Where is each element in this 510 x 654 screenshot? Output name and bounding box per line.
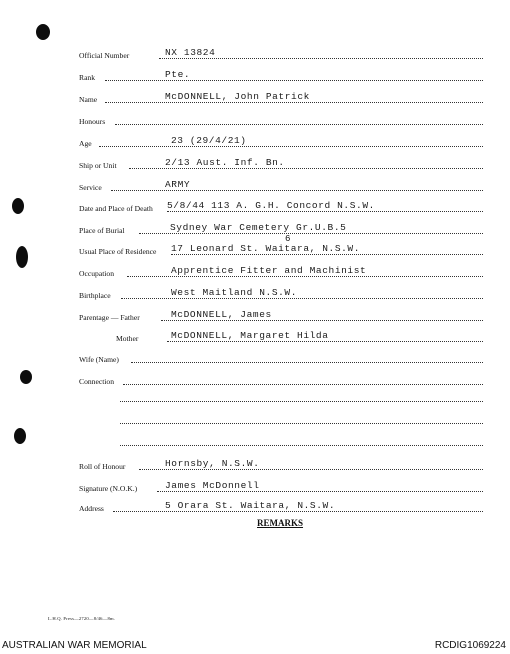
service-value: ARMY [165,179,191,190]
punch-hole [36,24,50,40]
birthplace-row [79,286,483,300]
occupation-label: Occupation [79,269,115,278]
residence-label: Usual Place of Residence [79,247,157,256]
connection-line [120,423,483,424]
ship-unit-row [79,156,483,170]
roll-of-honour-value: Hornsby, N.S.W. [165,458,260,469]
punch-hole [20,370,32,384]
connection-line [120,445,483,446]
signature-value: James McDonnell [165,480,260,491]
mother-label: Mother [116,334,139,343]
wife-label: Wife (Name) [79,355,119,364]
honours-label: Honours [79,117,106,126]
remarks-heading: REMARKS [257,518,304,528]
birthplace-value: West Maitland N.S.W. [171,287,298,298]
punch-hole [16,246,28,268]
burial-value: Sydney War Cemetery Gr.U.B.5 [170,222,347,233]
occupation-row [79,264,483,278]
wife-row [79,350,483,364]
father-row [79,308,483,322]
rank-row [79,68,483,82]
service-label: Service [79,183,102,192]
age-value: 23 (29/4/21) [171,135,247,146]
ship-unit-label: Ship or Unit [79,161,117,170]
residence-row [79,234,483,256]
father-label: Parentage — Father [79,313,140,322]
address-row [79,499,483,513]
age-label: Age [79,139,92,148]
connection-row [79,372,483,386]
age-row [79,134,483,148]
name-value: McDONNELL, John Patrick [165,91,310,102]
burial-row [79,221,483,235]
death-value: 5/8/44 113 A. G.H. Concord N.S.W. [167,200,375,211]
rank-label: Rank [79,73,96,82]
death-label: Date and Place of Death [79,204,153,213]
official-number-value: NX 13824 [165,47,216,58]
mother-value: McDONNELL, Margaret Hilda [171,330,329,341]
name-label: Name [79,95,98,104]
mother-row [79,329,483,343]
address-label: Address [79,504,104,513]
roll-of-honour-label: Roll of Honour [79,462,126,471]
punch-hole [14,428,26,444]
honours-row [79,112,483,126]
punch-hole [12,198,24,214]
official-number-row [79,46,483,60]
death-row [79,199,483,213]
name-row [79,90,483,104]
address-value: 5 Orara St. Waitara, N.S.W. [165,500,336,511]
connection-line [120,401,483,402]
father-value: McDONNELL, James [171,309,272,320]
footer-record-id: RCDIG1069224 [434,640,506,651]
occupation-value: Apprentice Fitter and Machinist [171,265,367,276]
footer-institution: AUSTRALIAN WAR MEMORIAL [2,640,147,651]
rank-value: Pte. [165,69,191,80]
residence-value: 17 Leonard St. Waitara, N.S.W. [171,243,361,254]
residence-overmark: 6 [285,234,291,244]
burial-label: Place of Burial [79,226,125,235]
official-number-label: Official Number [79,51,130,60]
signature-row [79,479,483,493]
roll-of-honour-row [79,457,483,471]
ship-unit-value: 2/13 Aust. Inf. Bn. [165,157,285,168]
birthplace-label: Birthplace [79,291,111,300]
connection-label: Connection [79,377,115,386]
service-row [79,178,483,192]
signature-label: Signature (N.O.K.) [79,484,138,493]
printer-note: L.H.Q. Press—2720—8/46—8m. [48,616,116,621]
